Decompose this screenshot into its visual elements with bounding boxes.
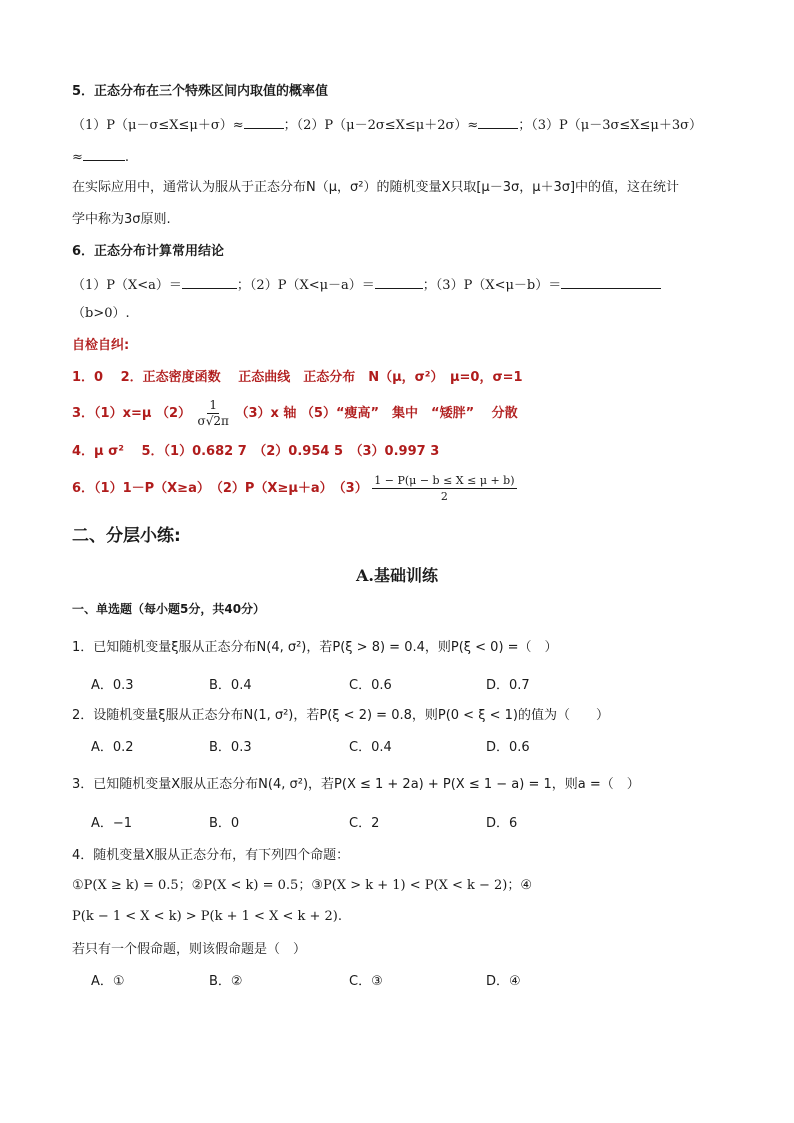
answer-3-part-a: 3．（1）x=μ （2） [72,406,192,421]
q3-option-a[interactable]: A．−1 [91,816,133,831]
period: . [124,150,130,165]
answer-6-part-a: 6．（1）1－P（X≥a） （2）P（X≥μ＋a） （3） [72,481,368,496]
question-4-stem: 4．随机变量X服从正态分布，有下列四个命题： [72,848,350,863]
section-6-line-1 [72,274,661,296]
section-6-line-2: （b>0）. [72,306,130,321]
q3-option-b[interactable]: B．0 [209,816,240,831]
fraction-numerator: 1 − P(μ − b ≤ X ≤ μ + b) [374,474,515,487]
section-5-line-2 [72,146,129,168]
section-6-title: 6．正态分布计算常用结论 [72,244,225,259]
question-4-proposition-4: P(k − 1 < X < k) > P(k + 1 < X < k + 2). [72,909,343,924]
self-check-answer-1-2: 1．0 2．正态密度函数 正态曲线 正态分布 N（μ，σ²） μ=0，σ=1 [72,370,523,385]
q1-option-b[interactable]: B．0.4 [209,678,252,693]
q2-option-b[interactable]: B．0.3 [209,740,252,755]
s6-item-1: （1）P（X<a）＝ [72,278,182,293]
s6-item-3: ；（3）P（X<μ－b）＝ [422,278,562,293]
single-choice-heading: 一、单选题（每小题5分，共40分） [72,602,266,616]
q4-option-c[interactable]: C．③ [349,974,383,989]
self-check-answer-6 [72,472,517,506]
fraction-answer-6-3 [372,473,516,504]
q4-option-b[interactable]: B．② [209,974,243,989]
s5-item-2: ；（2）P（μ－2σ≤X≤μ＋2σ）≈ [283,118,479,133]
answer-blank [244,114,284,129]
fraction-1-over-sigma-root-2pi [196,398,231,429]
approx-sign: ≈ [72,150,83,165]
answer-blank [375,274,423,289]
q4-option-d[interactable]: D．④ [486,974,521,989]
section-5-paragraph-2: 学中称为3σ原则. [72,212,171,227]
q3-option-c[interactable]: C．2 [349,816,380,831]
self-check-answer-4-5: 4．μ σ² 5．（1）0.682 7 （2）0.954 5 （3）0.997 3 [72,444,440,459]
fraction-denominator: 2 [440,490,448,503]
answer-blank [478,114,518,129]
q1-option-c[interactable]: C．0.6 [349,678,392,693]
fraction-denominator: σ√2π [197,414,229,428]
answer-3-part-b: （3）x 轴 （5）“瘦高” 集中 “矮胖” 分散 [235,406,518,421]
question-4-prompt: 若只有一个假命题，则该假命题是（ ） [72,942,307,957]
s5-item-3: ；（3）P（μ－3σ≤X≤μ＋3σ） [518,118,702,133]
q4-option-a[interactable]: A．① [91,974,125,989]
section-5-line-1 [72,114,702,136]
self-check-heading: 自检自纠: [72,338,130,353]
q2-option-c[interactable]: C．0.4 [349,740,392,755]
s5-item-1: （1）P（μ－σ≤X≤μ＋σ）≈ [72,118,244,133]
self-check-answer-3 [72,397,518,431]
section-a-title: A.基础训练 [356,566,438,585]
q2-option-a[interactable]: A．0.2 [91,740,134,755]
fraction-numerator: 1 [209,398,218,412]
answer-blank [83,146,125,161]
section-5-paragraph-1: 在实际应用中，通常认为服从于正态分布N（μ，σ²）的随机变量X只取[μ－3σ，μ＋3σ]中的值，这在统计 [72,180,680,195]
section-5-title: 5．正态分布在三个特殊区间内取值的概率值 [72,84,329,99]
answer-blank [182,274,237,289]
section-2-title: 二、分层小练: [72,526,181,546]
question-4-propositions: ①P(X ≥ k) = 0.5；②P(X < k) = 0.5；③P(X > k + 1) < P(X < k − 2)；④ [72,878,533,893]
question-2-stem: 2．设随机变量ξ服从正态分布N(1, σ²)，若P(ξ < 2) = 0.8，则P(0 < ξ < 1)的值为（ ） [72,708,609,723]
q2-option-d[interactable]: D．0.6 [486,740,530,755]
q3-option-d[interactable]: D．6 [486,816,518,831]
answer-blank [561,274,661,289]
s6-item-2: ；（2）P（X<μ－a）＝ [236,278,375,293]
question-1-stem: 1．已知随机变量ξ服从正态分布N(4, σ²)，若P(ξ > 8) = 0.4，则P(ξ < 0) =（ ） [72,640,558,655]
question-3-stem: 3．已知随机变量X服从正态分布N(4, σ²)，若P(X ≤ 1 + 2a) + P(X ≤ 1 − a) = 1，则a =（ ） [72,777,640,792]
q1-option-a[interactable]: A．0.3 [91,678,134,693]
q1-option-d[interactable]: D．0.7 [486,678,530,693]
